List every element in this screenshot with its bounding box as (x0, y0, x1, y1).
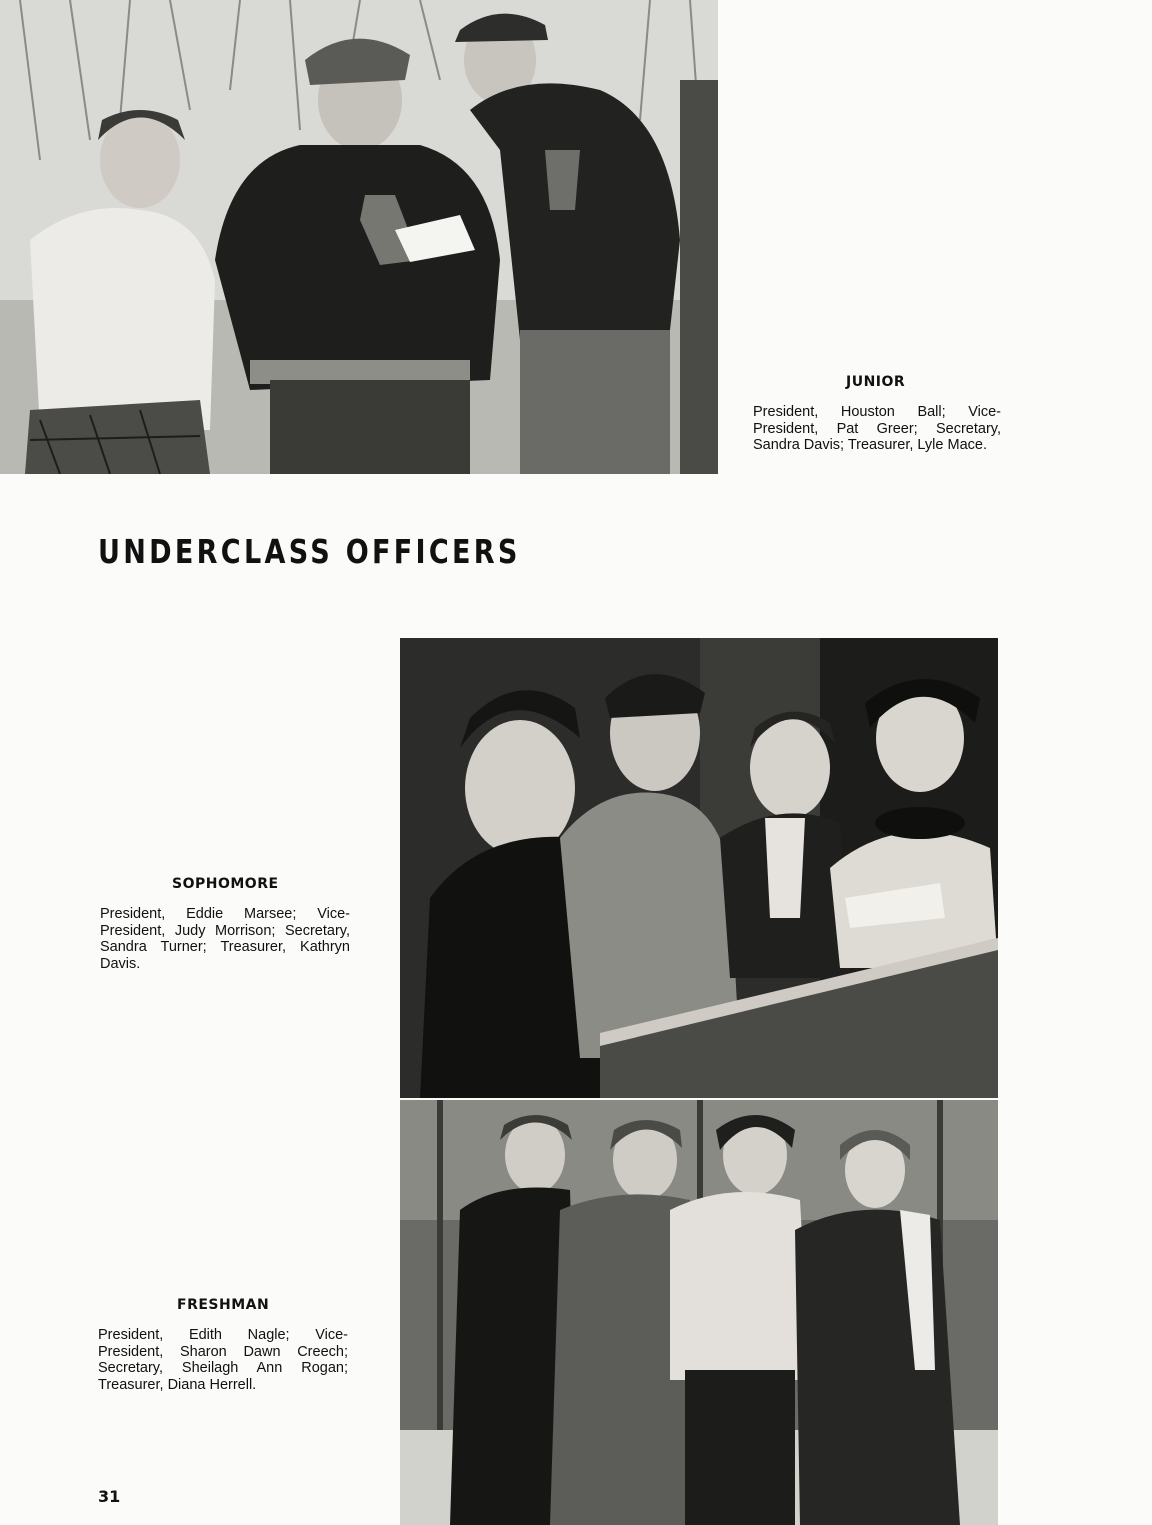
junior-officers-photo (0, 0, 718, 474)
sophomore-caption-text: President, Eddie Marsee; Vice-President, Judy Morrison; Secretary, Sandra Turner; Treasurer, Kathryn Davis. (100, 906, 350, 972)
page-number: 31 (98, 1487, 121, 1506)
junior-caption-title: JUNIOR (846, 374, 906, 390)
freshman-officers-photo (400, 1100, 998, 1525)
junior-caption-text: President, Houston Ball; Vice-President, Pat Greer; Secretary, Sandra Davis; Treasurer, Lyle Mace. (753, 404, 1001, 453)
freshman-caption-text: President, Edith Nagle; Vice-President, Sharon Dawn Creech; Secretary, Sheilagh Ann Rogan; Treasurer, Diana Herrell. (98, 1327, 348, 1393)
page-heading: UNDERCLASS OFFICERS (98, 532, 521, 571)
sophomore-officers-photo (400, 638, 998, 1098)
sophomore-caption-title: SOPHOMORE (172, 876, 279, 892)
freshman-caption-title: FRESHMAN (177, 1297, 270, 1313)
